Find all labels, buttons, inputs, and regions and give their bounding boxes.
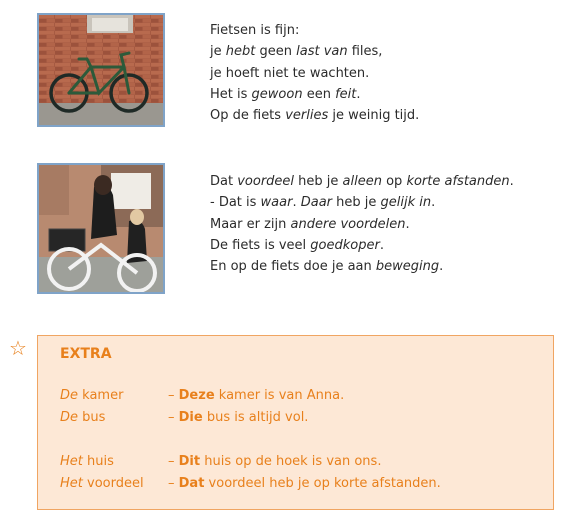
demonstrative: Dat [178,476,205,491]
poem-line [210,63,419,84]
article: Het [60,454,83,469]
italic-word: goedkoper [310,237,380,253]
example-noun [60,410,105,425]
text-run: op [381,174,407,189]
text-run: . [379,237,384,253]
italic-word: andere voordelen [290,216,406,232]
example-sentence [168,476,441,491]
italic-word: last van [296,44,348,60]
text-run: . [431,195,436,211]
sentence-rest: bus is altijd vol. [202,410,309,425]
star-icon: ☆ [9,336,27,360]
text-run: . [356,86,361,102]
poem-line [210,41,419,62]
text-run: . [292,195,301,211]
text-run: een [302,86,336,102]
text-run: Op de fiets [210,108,286,124]
sentence-rest: voordeel heb je op korte afstanden. [204,476,441,491]
text-run: je [210,44,226,60]
example-noun [60,454,114,469]
noun: bus [78,410,106,425]
italic-word: hebt [225,44,256,60]
poem-stanza-1 [210,20,419,126]
text-run: files, [347,44,383,60]
italic-word: verlies [285,108,329,124]
dash: – [168,454,179,469]
text-run: heb je [294,174,343,189]
article: Het [60,476,83,491]
poem-line [210,20,419,41]
dash: – [168,388,179,403]
text-run: geen [255,44,297,60]
text-run: Dat [210,174,238,189]
text-run: Fietsen is fijn: [210,23,300,38]
italic-word: feit [335,86,357,102]
text-run: Maar er zijn [210,216,291,232]
example-sentence [168,388,344,403]
text-run: je weinig tijd. [328,108,420,124]
poem-stanza-2 [210,171,514,277]
italic-word: gewoon [251,86,303,102]
italic-word: korte afstanden [406,174,510,189]
poem-line [210,235,514,256]
bicycle-photo [37,13,165,127]
text-run: . [509,174,514,189]
extra-title: EXTRA [60,346,112,362]
text-run: . [439,259,444,275]
extra-box [37,335,554,510]
italic-word: beweging [375,259,440,275]
dash: – [168,410,179,425]
poem-line [210,171,514,192]
demonstrative: Dit [178,454,201,469]
text-run: Het is [210,86,252,102]
sentence-rest: huis op de hoek is van ons. [200,454,382,469]
example-noun [60,476,144,491]
mother-child-bike-photo [37,163,165,294]
poem-line [210,192,514,213]
italic-word: alleen [342,174,382,189]
noun: voordeel [82,476,144,491]
dash: – [168,476,179,491]
italic-word: waar [260,195,293,211]
example-noun [60,388,123,403]
poem-line [210,256,514,277]
noun: huis [82,454,114,469]
demonstrative: Deze [178,388,215,403]
text-run: En op de fiets doe je aan [210,259,376,275]
poem-line [210,84,419,105]
text-run: heb je [332,195,381,211]
text-run: je hoeft niet te wachten. [210,65,370,81]
text-run: De fiets is veel [210,237,311,253]
example-sentence [168,410,308,425]
example-sentence [168,454,381,469]
sentence-rest: kamer is van Anna. [214,388,345,403]
text-run: - Dat is [210,195,261,211]
demonstrative: Die [178,410,203,425]
noun: kamer [78,388,124,403]
poem-line [210,214,514,235]
italic-word: gelijk in [380,195,432,211]
poem-line [210,105,419,126]
italic-word: Daar [300,195,333,211]
text-run: . [405,216,410,232]
article: De [60,410,79,425]
article: De [60,388,79,403]
italic-word: voordeel [237,174,295,189]
